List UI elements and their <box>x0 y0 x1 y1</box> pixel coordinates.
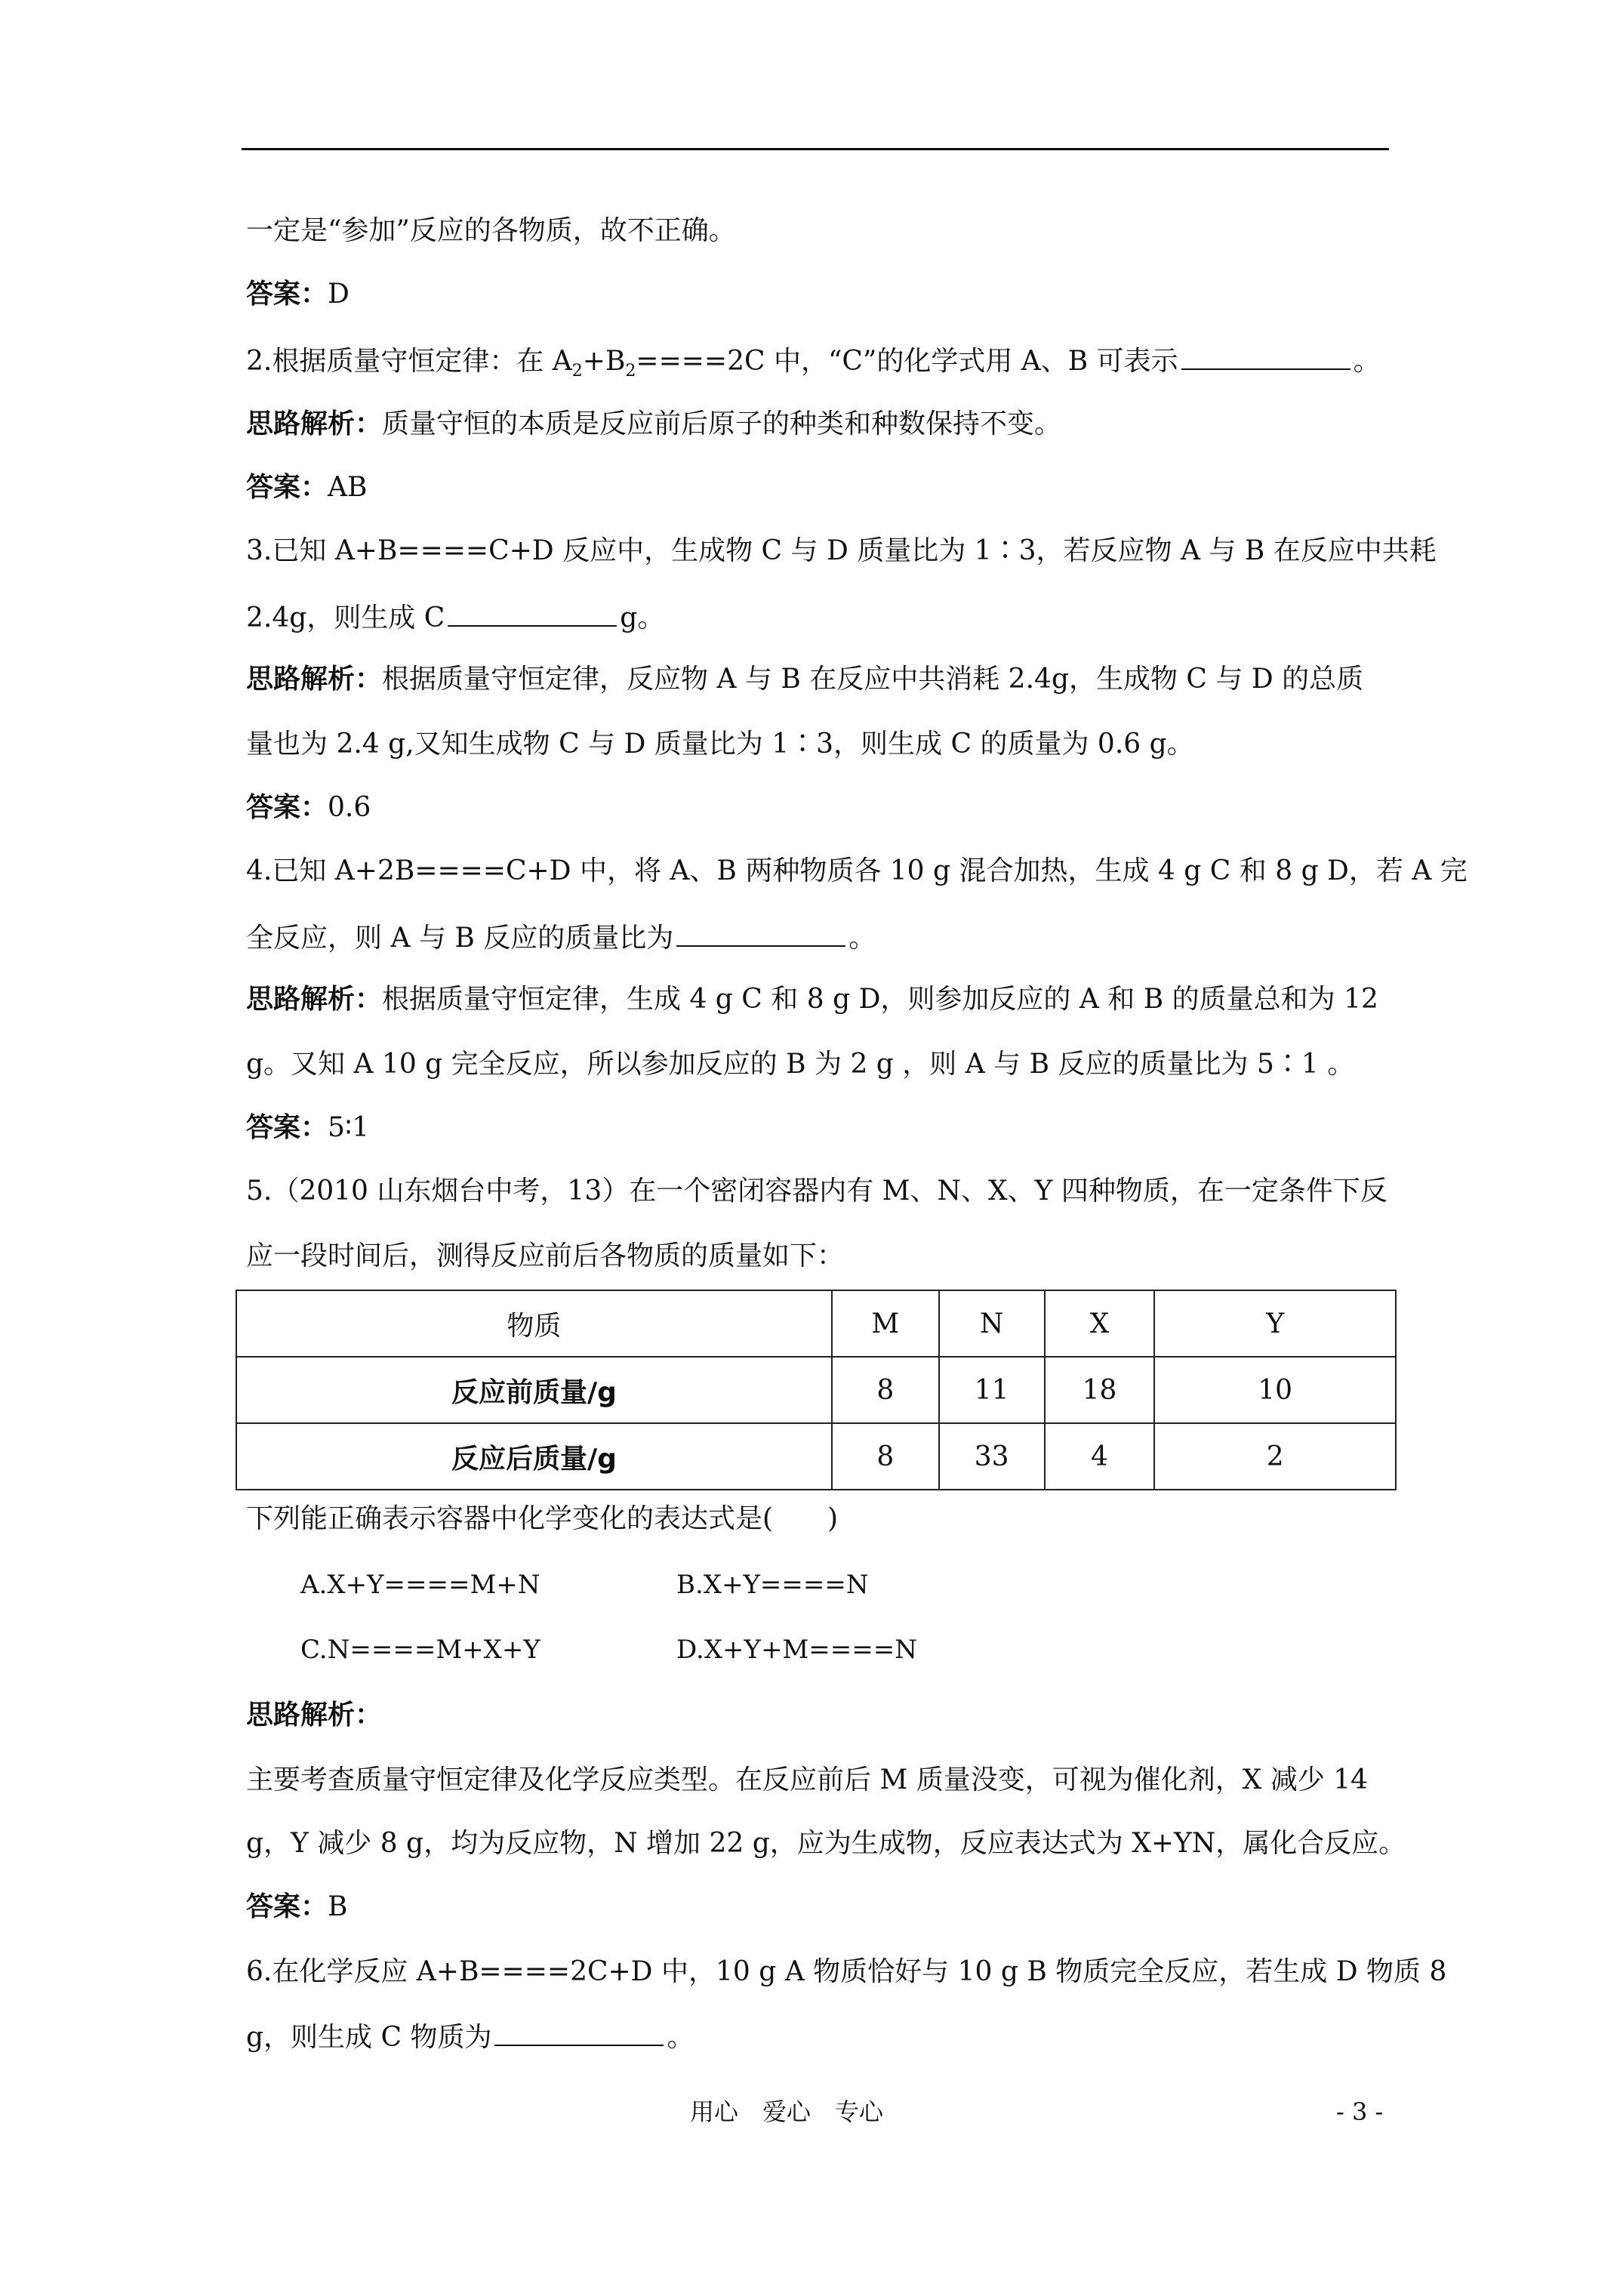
answer-2: 答案：AB <box>246 472 368 503</box>
option-d[interactable]: D.X+Y+M====N <box>676 1635 917 1665</box>
footer-motto: 用心 爱心 专心 <box>690 2097 884 2126</box>
table-header-cell: X <box>1045 1290 1155 1357</box>
question-5-line-1: 5.（2010 山东烟台中考，13）在一个密闭容器内有 M、N、X、Y 四种物质，在一定条件下反 <box>246 1176 1387 1207</box>
answer-blank[interactable] <box>1181 341 1350 370</box>
question-3-line-2: 2.4g，则生成 C g。 <box>246 598 664 636</box>
table-cell: 18 <box>1045 1357 1155 1423</box>
header-rule <box>242 148 1389 150</box>
solution-label: 思路解析： <box>246 408 383 439</box>
table-cell: 4 <box>1045 1423 1155 1490</box>
option-b[interactable]: B.X+Y====N <box>676 1570 869 1600</box>
question-2: 2.根据质量守恒定律：在 $A_2+B_2====2C$ 中，“C”的化学式用 A、B 可表示 。 <box>246 341 1381 390</box>
text-line: 一定是“参加”反应的各物质，故不正确。 <box>246 215 736 246</box>
answer-label: 答案： <box>246 1891 328 1922</box>
answer-blank[interactable] <box>494 2017 664 2046</box>
solution-5-label <box>246 1697 382 1734</box>
question-3-line-1: 3.已知 A+B====C+D 反应中，生成物 C 与 D 质量比为 1∶3，若反应物 A 与 B 在反应中共耗 <box>246 535 1437 566</box>
solution-4-line-2: g。又知 A 10 g 完全反应，所以参加反应的 B 为 2 g ，则 A 与 B 反应的质量比为 5∶1 。 <box>246 1049 1355 1080</box>
question-6-line-1: 6.在化学反应 A+B====2C+D 中，10 g A 物质恰好与 10 g B 物质完全反应，若生成 D 物质 8 <box>246 1956 1447 1987</box>
solution-label: 思路解析： <box>246 664 383 695</box>
question-4-line-1: 4.已知 A+2B====C+D 中，将 A、B 两种物质各 10 g 混合加热，生成 4 g C 和 8 g D，若 A 完 <box>246 855 1467 886</box>
answer-1: 答案：D <box>246 279 350 310</box>
answer-blank[interactable] <box>448 598 617 627</box>
solution-4-line-1: 思路解析：根据质量守恒定律，生成 4 g C 和 8 g D，则参加反应的 A 和 B 的质量总和为 12 <box>246 984 1378 1015</box>
table-cell: 反应后质量/g <box>236 1423 832 1490</box>
answer-4: 答案：5∶1 <box>246 1112 370 1143</box>
answer-label: 答案： <box>246 1112 328 1143</box>
answer-5: 答案：B <box>246 1891 348 1922</box>
solution-3-line-2: 量也为 2.4 g,又知生成物 C 与 D 质量比为 1∶3，则生成 C 的质量为 0.6 g。 <box>246 729 1194 760</box>
option-c[interactable]: C.N====M+X+Y <box>300 1635 540 1665</box>
table-cell: 2 <box>1154 1423 1396 1490</box>
question-5-line-2: 应一段时间后，测得反应前后各物质的质量如下： <box>246 1240 845 1271</box>
question-5-prompt: 下列能正确表示容器中化学变化的表达式是( ) <box>246 1503 839 1534</box>
table-row <box>236 1357 1396 1423</box>
table-cell: 10 <box>1154 1357 1396 1423</box>
table-header-cell: N <box>939 1290 1045 1357</box>
solution-3-line-1: 思路解析：根据质量守恒定律，反应物 A 与 B 在反应中共消耗 2.4g，生成物 C 与 D 的总质 <box>246 664 1364 695</box>
solution-label: 思路解析： <box>246 984 383 1015</box>
table-header-cell: M <box>832 1290 939 1357</box>
answer-3: 答案：0.6 <box>246 792 371 823</box>
answer-label: 答案： <box>246 792 328 823</box>
table-cell: 33 <box>939 1423 1045 1490</box>
page-number: - 3 - <box>1336 2097 1384 2126</box>
table-row <box>236 1423 1396 1490</box>
solution-label: 思路解析： <box>246 1700 383 1730</box>
table-cell: 反应前质量/g <box>236 1357 832 1423</box>
answer-label: 答案： <box>246 279 328 310</box>
table-cell: 8 <box>832 1357 939 1423</box>
table-cell: 11 <box>939 1357 1045 1423</box>
table-cell: 8 <box>832 1423 939 1490</box>
solution-5-line-1: 主要考查质量守恒定律及化学反应类型。在反应前后 M 质量没变，可视为催化剂，X 减少 14 <box>246 1764 1369 1795</box>
answer-blank[interactable] <box>676 918 845 947</box>
mass-table <box>236 1290 1397 1490</box>
question-4-line-2: 全反应，则 A 与 B 反应的质量比为 。 <box>246 918 876 957</box>
option-a[interactable]: A.X+Y====M+N <box>300 1570 540 1600</box>
table-header-cell: 物质 <box>236 1290 832 1357</box>
solution-5-line-2: g，Y 减少 8 g，均为反应物，N 增加 22 g，应为生成物，反应表达式为 X+YN，属化合反应。 <box>246 1828 1406 1859</box>
solution-2: 思路解析：质量守恒的本质是反应前后原子的种类和种数保持不变。 <box>246 408 1062 439</box>
question-6-line-2: g，则生成 C 物质为 。 <box>246 2017 694 2056</box>
answer-label: 答案： <box>246 472 328 503</box>
table-header-row <box>236 1290 1396 1357</box>
table-header-cell: Y <box>1154 1290 1396 1357</box>
